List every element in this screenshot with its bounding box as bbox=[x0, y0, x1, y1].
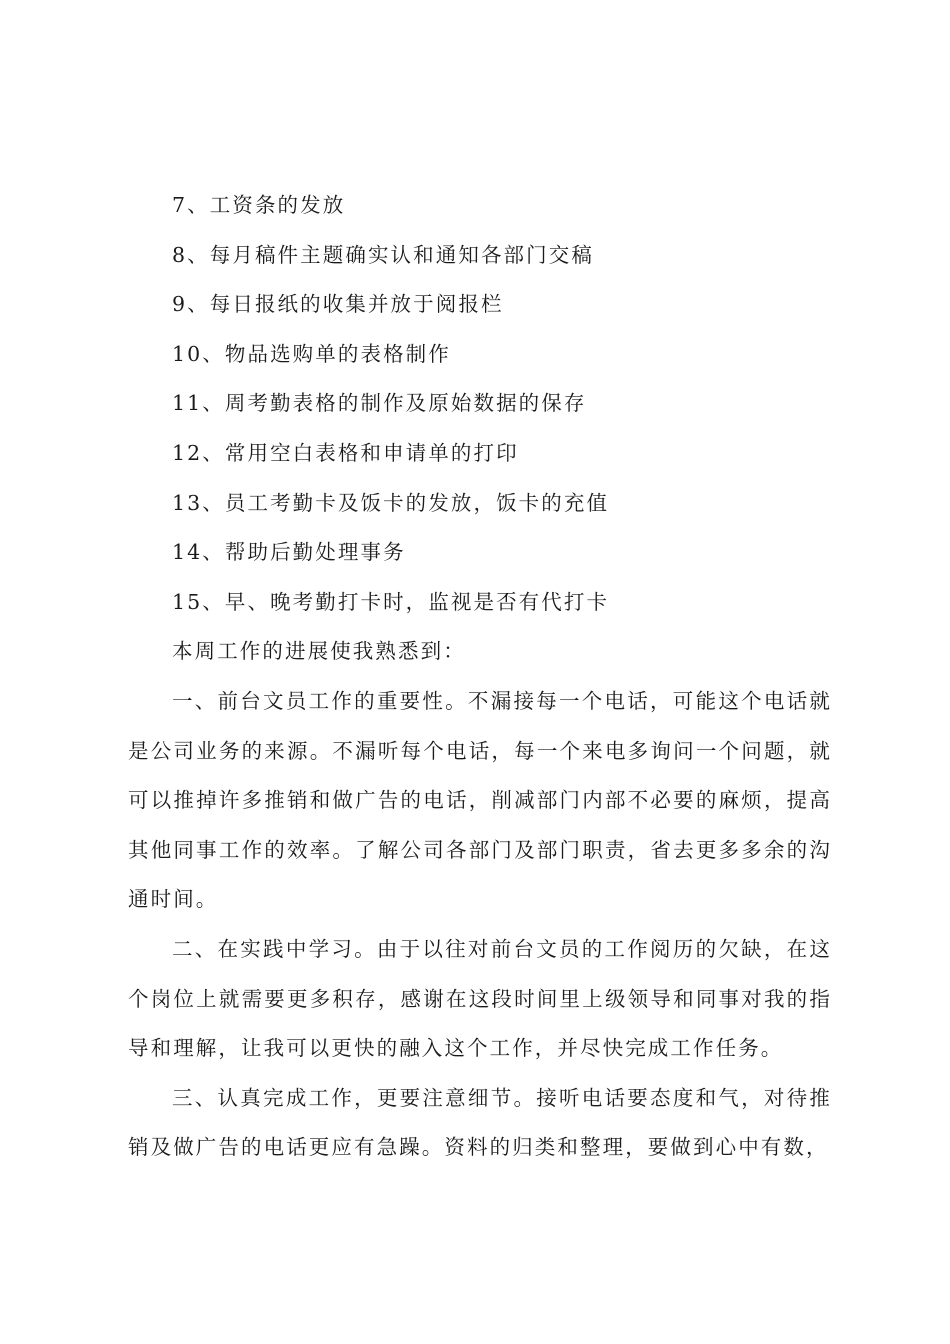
paragraph-details: 三、认真完成工作，更要注意细节。接听电话要态度和气，对待推销及做广告的电话更应有急躁。资料的归类和整理，要做到心中有数， bbox=[128, 1085, 832, 1160]
section-intro: 本周工作的进展使我熟悉到： bbox=[172, 639, 466, 664]
list-item-12: 12、常用空白表格和申请单的打印 bbox=[172, 440, 519, 465]
document-body bbox=[128, 181, 832, 1173]
list-item-8: 8、每月稿件主题确实认和通知各部门交稿 bbox=[172, 242, 594, 267]
list-item-14: 14、帮助后勤处理事务 bbox=[172, 540, 406, 565]
list-item-9: 9、每日报纸的收集并放于阅报栏 bbox=[172, 292, 504, 317]
paragraph-learning: 二、在实践中学习。由于以往对前台文员的工作阅历的欠缺，在这个岗位上就需要更多积存，感谢在这段时间里上级领导和同事对我的指导和理解，让我可以更快的融入这个工作，并尽快完成工作任务。 bbox=[128, 936, 832, 1061]
list-item-15: 15、早、晚考勤打卡时，监视是否有代打卡 bbox=[172, 589, 610, 614]
list-item-11: 11、周考勤表格的制作及原始数据的保存 bbox=[172, 391, 587, 416]
paragraph-importance: 一、前台文员工作的重要性。不漏接每一个电话，可能这个电话就是公司业务的来源。不漏听每个电话，每一个来电多询问一个问题，就可以推掉许多推销和做广告的电话，削减部门内部不必要的麻烦，提高其他同事工作的效率。了解公司各部门及部门职责，省去更多多余的沟通时间。 bbox=[128, 688, 832, 912]
list-item-13: 13、员工考勤卡及饭卡的发放，饭卡的充值 bbox=[172, 490, 610, 515]
list-item-7: 7、工资条的发放 bbox=[172, 193, 346, 217]
list-item-10: 10、物品选购单的表格制作 bbox=[172, 341, 451, 366]
